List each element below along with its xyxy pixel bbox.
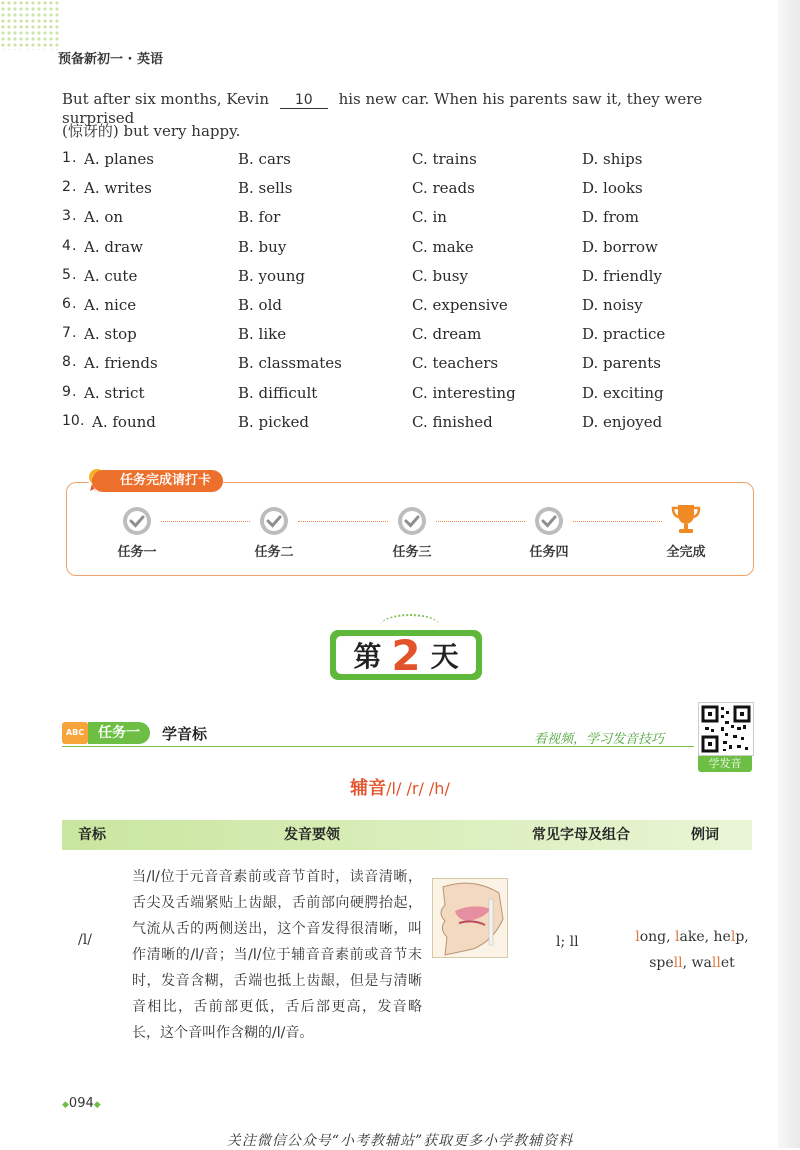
option-c: C. dream — [412, 325, 482, 344]
number-dot: . — [72, 237, 77, 254]
option-row — [62, 208, 702, 230]
col-symbol: 音标 — [78, 827, 106, 843]
option-c: C. reads — [412, 179, 475, 198]
check-circle-icon[interactable] — [397, 506, 427, 536]
trophy-icon[interactable] — [671, 502, 701, 536]
question-number: 5 — [62, 266, 71, 283]
checkin-step-label: 任务四 — [529, 545, 569, 560]
option-c: C. interesting — [412, 383, 516, 402]
checkin-step-label: 全完成 — [666, 545, 706, 560]
option-row — [62, 354, 702, 376]
option-b: B. sells — [238, 179, 293, 198]
option-row — [62, 267, 702, 289]
step-connector — [298, 521, 388, 522]
option-a: A. found — [92, 412, 156, 431]
option-row — [62, 238, 702, 260]
task1-title: 学音标 — [162, 725, 208, 743]
option-d: D. ships — [582, 150, 643, 168]
footer-note: 关注微信公众号“小考教辅站”获取更多小学教辅资料 — [226, 1133, 574, 1149]
option-d: D. exciting — [582, 383, 664, 402]
number-dot: . — [72, 296, 77, 312]
question-number: 6 — [62, 296, 71, 312]
corner-dots-decoration — [0, 0, 60, 50]
option-c: C. teachers — [412, 354, 499, 373]
question-number: 9 — [62, 383, 71, 400]
option-a: A. draw — [84, 237, 143, 256]
consonant-title: 辅音/l/ /r/ /h/ — [350, 778, 450, 799]
step-connector — [161, 521, 250, 522]
passage-line-2: (惊讶的) but very happy. — [62, 122, 241, 140]
option-d: D. friendly — [582, 266, 662, 285]
option-b: B. old — [238, 296, 282, 314]
option-d: D. noisy — [582, 296, 643, 314]
option-a: A. nice — [84, 296, 137, 314]
option-b: B. cars — [238, 150, 291, 168]
option-a: A. on — [84, 208, 124, 227]
option-row — [62, 150, 702, 172]
option-c: C. in — [412, 208, 447, 227]
option-row — [62, 179, 702, 201]
question-number: 10 — [62, 412, 80, 429]
abc-icon: ABC — [62, 722, 88, 744]
option-b: B. picked — [238, 412, 309, 431]
option-d: D. enjoyed — [582, 412, 663, 431]
number-dot: . — [72, 150, 77, 166]
page-edge-shadow — [778, 0, 800, 1148]
question-number: 7 — [62, 325, 71, 342]
question-number: 8 — [62, 354, 71, 371]
question-number: 3 — [62, 208, 71, 225]
col-letters: 常见字母及组合 — [532, 827, 630, 843]
cell-examples: long, lake, help, spell, wallet — [635, 929, 749, 971]
col-examples: 例词 — [691, 827, 719, 843]
option-b: B. for — [238, 208, 281, 227]
option-d: D. parents — [582, 354, 662, 373]
option-c: C. busy — [412, 266, 468, 285]
checkin-step-label: 任务二 — [254, 545, 294, 560]
page-number: ◆094◆ — [62, 1096, 101, 1111]
option-d: D. borrow — [582, 237, 658, 256]
task1-label: 任务一 — [88, 722, 150, 744]
number-dot: . — [72, 383, 77, 400]
question-number: 1 — [62, 150, 71, 166]
question-number: 4 — [62, 237, 71, 254]
number-dot: . — [72, 179, 77, 196]
checkin-step-label: 任务一 — [117, 545, 157, 560]
number-dot: . — [72, 208, 77, 225]
number-dot: . — [80, 412, 85, 429]
number-dot: . — [72, 266, 77, 283]
option-c: C. expensive — [412, 296, 508, 314]
option-a: A. writes — [84, 179, 152, 198]
day-number: 2 — [391, 630, 421, 680]
option-c: C. trains — [412, 150, 477, 168]
check-circle-icon[interactable] — [122, 506, 152, 536]
option-d: D. looks — [582, 179, 643, 198]
option-a: A. friends — [84, 354, 158, 373]
option-d: D. from — [582, 208, 640, 227]
check-circle-icon[interactable] — [259, 506, 289, 536]
option-a: A. strict — [84, 383, 145, 402]
number-dot: . — [72, 354, 77, 371]
table-header — [62, 820, 752, 850]
option-d: D. practice — [582, 325, 666, 344]
checkin-tag: 任务完成请打卡 — [92, 470, 223, 492]
option-row — [62, 325, 702, 347]
passage-line-1: But after six months, Kevin 10 his new car. When his parents saw it, they were surprised — [62, 90, 703, 127]
cell-description: 当/l/位于元音音素前或音节首时，读音清晰，舌尖及舌端紧贴上齿龈，舌前部向硬腭抬起，气流从舌的两侧送出，这个音发得很清晰，叫作清晰的/l/音；当/l/位于辅音音素前或音节末时，发音含糊，舌端也抵上齿龈，但是与清晰音相比，舌前部更低，舌后部更高，发音略长，这个音叫作含糊的/l/音。 — [132, 869, 422, 1041]
option-b: B. buy — [238, 237, 287, 256]
running-header: 预备新初一 · 英语 — [58, 52, 163, 67]
option-b: B. young — [238, 266, 305, 285]
question-number: 2 — [62, 179, 71, 196]
blank-10: 10 — [280, 92, 328, 109]
cell-letters: l; ll — [556, 934, 579, 950]
option-row — [62, 413, 702, 435]
option-a: A. planes — [84, 150, 154, 168]
mouth-diagram-image — [432, 878, 508, 958]
number-dot: . — [72, 325, 77, 342]
option-c: C. finished — [412, 412, 493, 431]
qr-label: 学发音 — [698, 756, 752, 772]
col-method: 发音要领 — [284, 827, 340, 843]
step-connector — [573, 521, 662, 522]
option-b: B. difficult — [238, 383, 318, 402]
option-b: B. classmates — [238, 354, 342, 373]
option-b: B. like — [238, 325, 287, 344]
option-row — [62, 296, 702, 318]
checkin-step-label: 任务三 — [392, 545, 432, 560]
check-circle-icon[interactable] — [534, 506, 564, 536]
option-a: A. stop — [84, 325, 137, 344]
option-row — [62, 384, 702, 406]
day-badge: 第 2 天 — [330, 630, 482, 680]
video-hint: 看视频，学习发音技巧 — [534, 732, 665, 747]
step-connector — [436, 521, 525, 522]
qr-code-icon[interactable] — [698, 702, 754, 756]
option-c: C. make — [412, 237, 474, 256]
option-a: A. cute — [84, 266, 138, 285]
cell-symbol: /l/ — [78, 932, 92, 948]
